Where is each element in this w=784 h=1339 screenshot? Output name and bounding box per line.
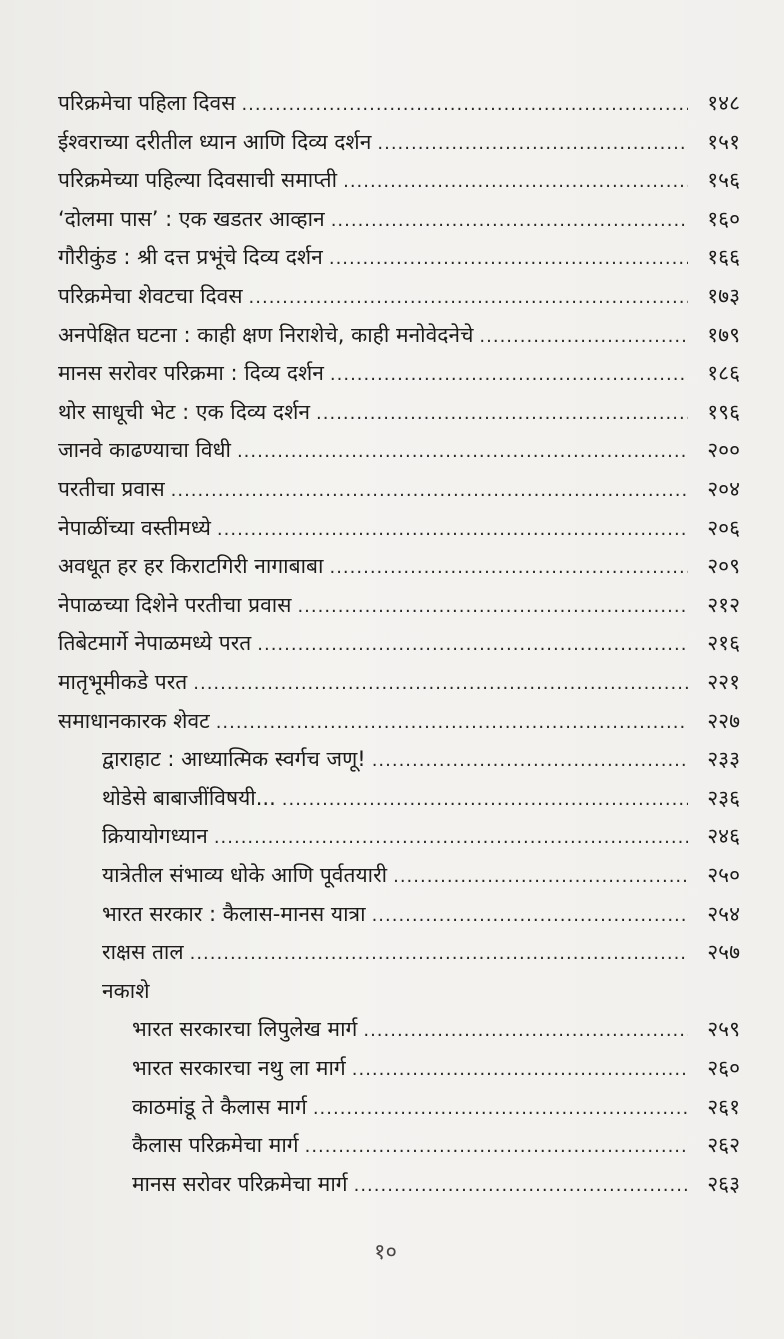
toc-entry-page: २२७ — [707, 708, 740, 733]
dot-leader — [352, 1053, 688, 1087]
toc-entry — [58, 704, 740, 738]
dot-leader — [241, 88, 688, 122]
toc-entry-title: परिक्रमेचा पहिला दिवस — [58, 91, 236, 115]
toc-entry-page: २५४ — [707, 901, 740, 926]
toc-entry-title: भारत सरकारचा नथु ला मार्ग — [132, 1056, 346, 1080]
dot-leader — [193, 667, 688, 701]
toc-entry — [132, 1051, 740, 1085]
dot-leader — [329, 242, 688, 276]
toc-entry-page: २१२ — [707, 592, 740, 617]
toc-entry-page: १८६ — [707, 361, 740, 386]
toc-entry-title: मातृभूमीकडे परत — [58, 670, 188, 694]
toc-entry-title: अवधूत हर हर किराटगिरी नागाबाबा — [58, 554, 324, 579]
toc-entry-title: नकाशे — [102, 978, 150, 1003]
dot-leader — [282, 783, 688, 817]
toc-entry-page: २३३ — [707, 747, 740, 772]
toc-entry-page: २६२ — [707, 1133, 740, 1158]
dot-leader — [171, 474, 688, 508]
toc-entry — [58, 279, 740, 313]
toc-entry — [58, 202, 740, 236]
toc-entry-title: परिक्रमेच्या पहिल्या दिवसाची समाप्ती — [58, 168, 338, 193]
dot-leader — [190, 937, 688, 971]
toc-entry-page: २१६ — [707, 631, 740, 656]
toc-section-heading — [102, 974, 740, 1008]
dot-leader — [329, 551, 688, 585]
toc-entry-title: द्वाराहाट : आध्यात्मिक स्वर्गच जणू! — [102, 747, 366, 772]
toc-entry-title: परतीचा प्रवास — [58, 477, 165, 501]
toc-entry-title: कैलास परिक्रमेचा मार्ग — [132, 1133, 299, 1158]
toc-entry — [132, 1128, 740, 1162]
toc-entry-page: १९६ — [707, 399, 740, 424]
toc-entry — [58, 318, 740, 352]
toc-entry-page: २५९ — [707, 1017, 740, 1042]
toc-entry — [58, 472, 740, 506]
page-number-footer: १० — [374, 1240, 397, 1265]
dot-leader — [479, 320, 688, 354]
dot-leader — [257, 628, 688, 662]
dot-leader — [393, 860, 688, 894]
toc-entry — [58, 588, 740, 622]
toc-entry — [58, 125, 740, 159]
toc-entry — [102, 935, 740, 969]
dot-leader — [237, 435, 688, 469]
toc-entry-title: समाधानकारक शेवट — [58, 708, 210, 733]
toc-entry — [58, 86, 740, 120]
dot-leader — [377, 127, 688, 161]
toc-entry — [58, 511, 740, 545]
toc-entry — [132, 1167, 740, 1201]
toc-entry-title: राक्षस ताल — [102, 940, 184, 965]
toc-entry-title: जानवे काढण्याचा विधी — [58, 438, 231, 463]
dot-leader — [297, 590, 688, 624]
toc-entry-title: यात्रेतील संभाव्य धोके आणि पूर्वतयारी — [102, 863, 388, 887]
toc-entry-title: ‘दोलमा पास’ : एक खडतर आव्हान — [58, 206, 325, 231]
dot-leader — [372, 899, 688, 933]
toc-entry-page: १७९ — [707, 322, 740, 347]
dot-leader — [217, 513, 688, 547]
toc-entry-page: २६३ — [707, 1171, 740, 1196]
toc-entry-title: अनपेक्षित घटना : काही क्षण निराशेचे, काही मनोवेदनेचे — [58, 322, 474, 347]
toc-entry-page: २०६ — [707, 515, 740, 540]
toc-entry-page: २४६ — [707, 824, 740, 849]
toc-entry-page: २५७ — [707, 940, 740, 965]
toc-entry-page: २०० — [707, 438, 740, 463]
toc-entry-title: मानस सरोवर परिक्रमा : दिव्य दर्शन — [58, 361, 324, 386]
toc-entry-page: १४८ — [707, 91, 740, 115]
toc-entry-page: १६० — [707, 206, 740, 231]
toc-entry — [58, 665, 740, 699]
toc-entry-title: नेपाळींच्या वस्तीमध्ये — [58, 515, 211, 540]
toc-entry — [58, 626, 740, 660]
toc-entry — [58, 549, 740, 583]
toc-entry-page: १७३ — [707, 284, 740, 308]
toc-entry-title: क्रियायोगध्यान — [102, 824, 208, 849]
toc-entry-page: २०९ — [707, 554, 740, 579]
dot-leader — [330, 358, 688, 392]
toc-entry-page: २०४ — [707, 477, 740, 501]
toc-entry-title: भारत सरकार : कैलास-मानस यात्रा — [102, 901, 366, 926]
toc-entry-page: २२१ — [707, 670, 740, 694]
toc-entry-page: २६१ — [707, 1094, 740, 1119]
toc-entry-page: १५१ — [707, 129, 740, 154]
toc-entry-title: भारत सरकारचा लिपुलेख मार्ग — [132, 1017, 358, 1042]
dot-leader — [313, 1092, 688, 1126]
toc-entry — [58, 433, 740, 467]
dot-leader — [249, 281, 688, 315]
toc-entry — [102, 858, 740, 892]
dot-leader — [316, 397, 688, 431]
toc-entry — [102, 819, 740, 853]
toc-entry — [58, 395, 740, 429]
dot-leader — [354, 1169, 688, 1203]
dot-leader — [305, 1130, 688, 1164]
toc-entry — [58, 163, 740, 197]
dot-leader — [343, 165, 688, 199]
toc-entry-title: गौरीकुंड : श्री दत्त प्रभूंचे दिव्य दर्शन — [58, 245, 323, 270]
toc-entry — [132, 1090, 740, 1124]
toc-entry-title: थोडेसे बाबाजींविषयी... — [102, 785, 276, 810]
dot-leader — [331, 204, 688, 238]
toc-entry-title: तिबेटमार्गे नेपाळमध्ये परत — [58, 631, 252, 656]
toc-entry — [102, 781, 740, 815]
toc-entry-title: मानस सरोवर परिक्रमेचा मार्ग — [132, 1171, 348, 1196]
dot-leader — [372, 744, 688, 778]
toc-entry — [102, 897, 740, 931]
toc-entry — [132, 1012, 740, 1046]
toc-entry-title: ईश्वराच्या दरीतील ध्यान आणि दिव्य दर्शन — [58, 129, 372, 154]
toc-entry-page: १६६ — [707, 245, 740, 270]
dot-leader — [363, 1014, 688, 1048]
toc-entry — [58, 356, 740, 390]
dot-leader — [216, 706, 688, 740]
toc-entry-page: २५० — [707, 863, 740, 887]
toc-entry-title: काठमांडू ते कैलास मार्ग — [132, 1094, 307, 1119]
toc-entry — [102, 742, 740, 776]
toc-entry-title: नेपाळच्या दिशेने परतीचा प्रवास — [58, 592, 292, 617]
toc-entry — [58, 240, 740, 274]
toc-entry-title: परिक्रमेचा शेवटचा दिवस — [58, 284, 243, 308]
toc-entry-page: २६० — [707, 1056, 740, 1080]
dot-leader — [214, 821, 688, 855]
toc-entry-page: १५६ — [707, 168, 740, 193]
toc-entry-page: २३६ — [707, 785, 740, 810]
toc-entry-title: थोर साधूची भेट : एक दिव्य दर्शन — [58, 399, 311, 424]
